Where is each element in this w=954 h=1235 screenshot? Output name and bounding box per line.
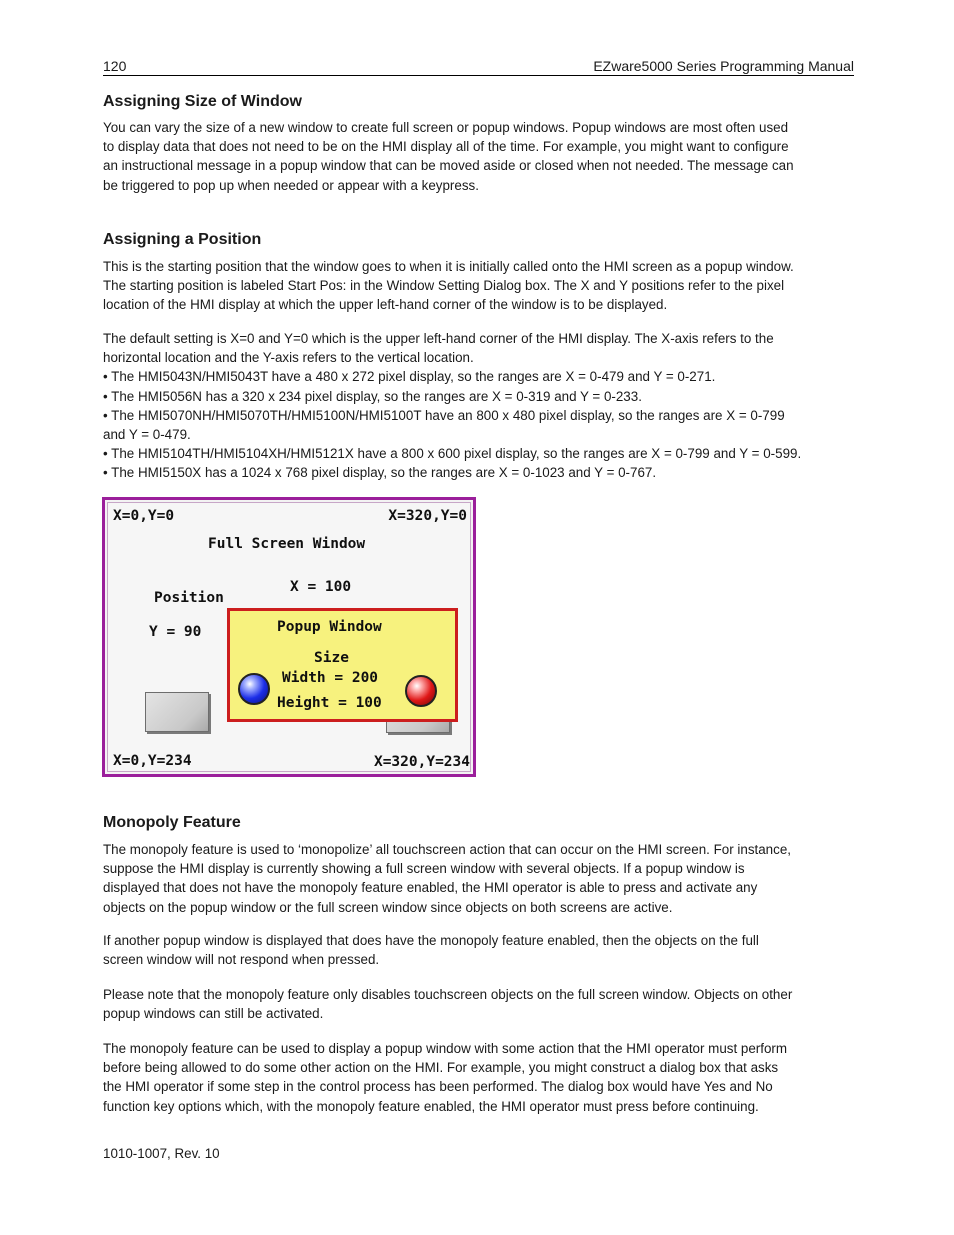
text-line: suppose the HMI display is currently showing a full screen window with several objects. If a popup window is (103, 861, 745, 877)
bullet-item: • The HMI5150X has a 1024 x 768 pixel display, so the ranges are X = 0-1023 and Y = 0-767. (103, 465, 657, 481)
text-line: the HMI operator if some step in the control process has been performed. The dialog box would have Yes and No (103, 1079, 773, 1095)
button-shape-left (145, 692, 209, 732)
label-top-right: X=320,Y=0 (388, 508, 467, 524)
text-line: function key options which, with the monopoly feature enabled, the HMI operator must press before continuing. (103, 1098, 759, 1114)
heading-monopoly-feature: Monopoly Feature (103, 814, 241, 831)
footer-doc-number (103, 1144, 855, 1163)
popup-window (227, 608, 458, 722)
heading-assigning-size: Assigning Size of Window (103, 93, 302, 110)
bullet-item: • The HMI5056N has a 320 x 234 pixel display, so the ranges are X = 0-319 and Y = 0-233. (103, 388, 642, 404)
text-line: objects on the popup window or the full screen window since objects on both screens are active. (103, 899, 673, 915)
label-bottom-right: X=320,Y=234 (373, 754, 470, 770)
text-line: an instructional message in a popup window that can be moved aside or closed when not needed. The message can (103, 158, 794, 174)
text-line: be triggered to pop up when needed or appear with a keypress. (103, 177, 479, 193)
paragraph-monopoly-1 (103, 840, 855, 917)
paragraph-monopoly-2 (103, 931, 855, 969)
heading-assigning-position: Assigning a Position (103, 231, 262, 248)
bullet-item: • The HMI5104TH/HMI5104XH/HMI5121X have a 800 x 600 pixel display, so the ranges are X = 0-799 and Y = 0-599. (103, 446, 802, 462)
text-line: You can vary the size of a new window to create full screen or popup windows. Popup windows are most often used (103, 120, 789, 135)
text-line: The monopoly feature is used to ‘monopolize’ all touchscreen action that can occur on the HMI screen. For instance, (103, 842, 791, 857)
label-y-value: Y = 90 (149, 624, 202, 640)
text-line: screen window will not respond when pressed. (103, 952, 380, 968)
text-line: location of the HMI display at which the upper left-hand corner of the window is to be displayed. (103, 297, 668, 313)
label-x-value: X = 100 (290, 579, 352, 595)
page-header (103, 57, 854, 76)
label-size: Size (314, 650, 349, 666)
page-number: 120 (103, 58, 127, 74)
text-line: horizontal location and the Y-axis refers to the vertical location. (103, 350, 474, 366)
label-position: Position (154, 590, 224, 606)
text-line: before being allowed to do some other action on the HMI. For example, you might construct a dialog box that asks (103, 1060, 779, 1076)
text-line: to display data that does not need to be on the HMI display all of the time. For example, you might want to configure (103, 139, 789, 155)
text-line: This is the starting position that the window goes to when it is initially called onto the HMI screen as a popup window. (103, 259, 794, 274)
text-line: displayed that does not have the monopoly feature enabled, the HMI operator is able to press and activate any (103, 880, 758, 896)
label-width: Width = 200 (282, 670, 379, 686)
label-height: Height = 100 (277, 695, 382, 711)
paragraph-default-setting (103, 329, 855, 483)
paragraph-position (103, 257, 855, 315)
manual-title: EZware5000 Series Programming Manual (593, 58, 854, 74)
text-line: popup windows can still be activated. (103, 1006, 324, 1022)
red-lamp-icon (405, 675, 437, 707)
label-popup-window: Popup Window (277, 619, 382, 635)
figure-screen (107, 502, 471, 772)
blue-lamp-icon (238, 673, 270, 705)
text-line: If another popup window is displayed that does have the monopoly feature enabled, then the objects on the full (103, 933, 759, 948)
label-bottom-left: X=0,Y=234 (113, 753, 192, 769)
text-line: The starting position is labeled Start Pos: in the Window Setting Dialog box. The X and Y positions refer to the pixel (103, 278, 785, 294)
paragraph-monopoly-4 (103, 1039, 855, 1116)
label-top-left: X=0,Y=0 (113, 508, 175, 524)
text-line: The monopoly feature can be used to display a popup window with some action that the HMI operator must perform (103, 1041, 788, 1056)
paragraph-size (103, 118, 855, 195)
text-line: and Y = 0-479. (103, 427, 191, 443)
doc-number: 1010-1007, Rev. 10 (103, 1146, 220, 1161)
window-position-figure (102, 497, 476, 777)
text-line: The default setting is X=0 and Y=0 which is the upper left-hand corner of the HMI display. The X-axis refers to the (103, 331, 774, 346)
bullet-item: • The HMI5070NH/HMI5070TH/HMI5100N/HMI5100T have an 800 x 480 pixel display, so the ranges are X = 0-799 (103, 407, 785, 423)
text-line: Please note that the monopoly feature only disables touchscreen objects on the full screen window. Objects on other (103, 987, 793, 1002)
bullet-item: • The HMI5043N/HMI5043T have a 480 x 272 pixel display, so the ranges are X = 0-479 and Y = 0-271. (103, 369, 716, 385)
label-full-screen-window: Full Screen Window (208, 536, 366, 552)
paragraph-monopoly-3 (103, 985, 855, 1023)
